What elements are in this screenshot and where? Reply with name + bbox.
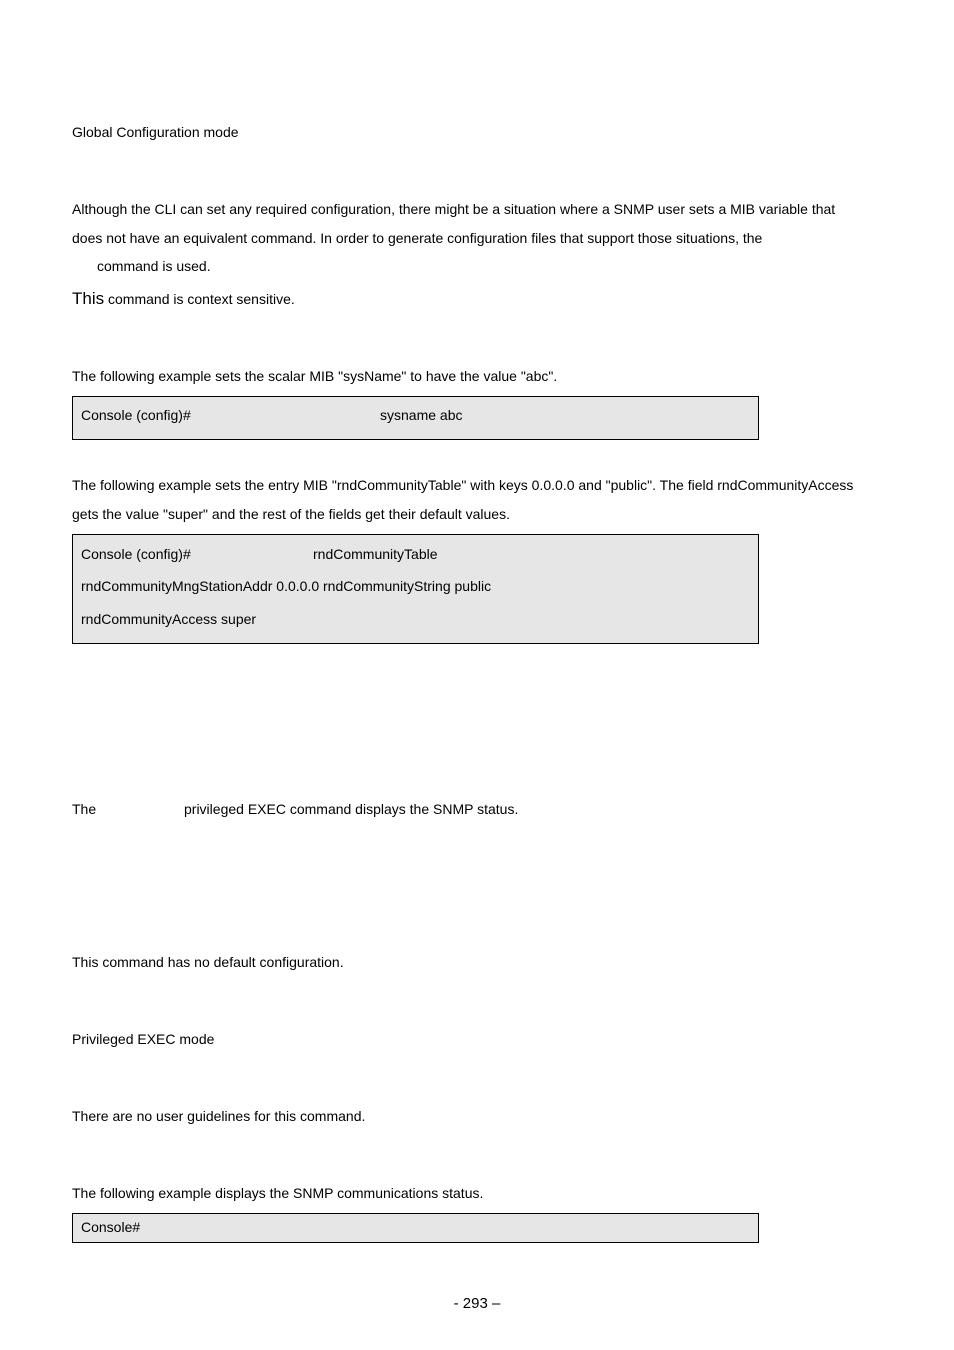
example-1-intro: The following example sets the scalar MIB "sysName" to have the value "abc". bbox=[72, 368, 558, 384]
page-number: - 293 – bbox=[453, 1295, 501, 1312]
code-line-3: rndCommunityAccess super bbox=[81, 611, 257, 627]
guidelines-2-text: There are no user guidelines for this command. bbox=[72, 1108, 366, 1124]
code-prompt: Console (config)# bbox=[81, 546, 191, 562]
example-2-code-box bbox=[72, 534, 759, 644]
description-rest: privileged EXEC command displays the SNMP status. bbox=[184, 801, 519, 817]
guidelines-line-4-rest: command is context sensitive. bbox=[104, 291, 295, 307]
code-line-2: rndCommunityMngStationAddr 0.0.0.0 rndCommunityString public bbox=[81, 578, 492, 594]
description-lead: The bbox=[72, 801, 97, 817]
guidelines-line-4-lead: This bbox=[72, 289, 105, 308]
code-table-name: rndCommunityTable bbox=[313, 546, 438, 562]
command-mode-text-2: Privileged EXEC mode bbox=[72, 1031, 215, 1047]
guidelines-line-1: Although the CLI can set any required configuration, there might be a situation where a SNMP user sets a MIB variable that bbox=[72, 201, 836, 217]
guidelines-line-4 bbox=[72, 290, 295, 308]
code-prompt: Console# bbox=[81, 1219, 141, 1235]
command-mode-text: Global Configuration mode bbox=[72, 124, 239, 140]
code-prompt: Console (config)# bbox=[81, 407, 191, 423]
example-1-code-box bbox=[72, 396, 759, 440]
example-3-intro: The following example displays the SNMP communications status. bbox=[72, 1185, 484, 1201]
example-3-code-box bbox=[72, 1213, 759, 1243]
code-args: sysname abc bbox=[380, 407, 463, 423]
example-2-intro-line-1: The following example sets the entry MIB "rndCommunityTable" with keys 0.0.0.0 and "public". The field rndCommunityAccess bbox=[72, 477, 854, 493]
guidelines-line-2: does not have an equivalent command. In order to generate configuration files that support those situations, the bbox=[72, 230, 763, 246]
example-2-intro-line-2: gets the value "super" and the rest of the fields get their default values. bbox=[72, 506, 510, 522]
guidelines-line-3: command is used. bbox=[97, 258, 211, 274]
default-config-text: This command has no default configuration. bbox=[72, 954, 344, 970]
